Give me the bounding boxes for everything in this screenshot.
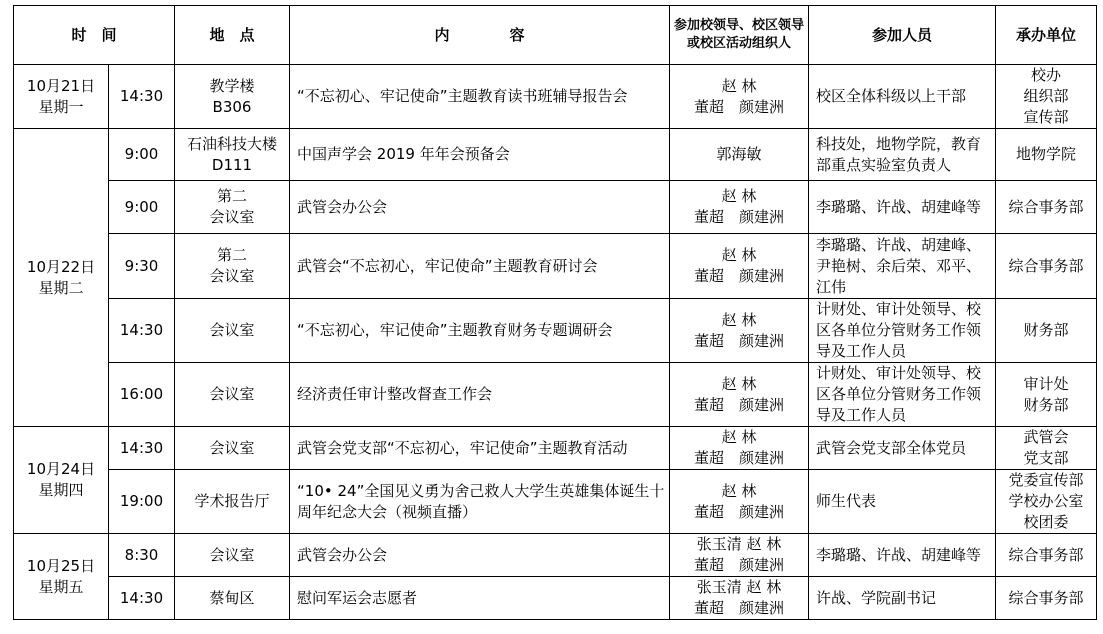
place-cell: 会议室 bbox=[175, 534, 290, 577]
date-cell: 10月24日 星期四 bbox=[14, 427, 109, 534]
time-cell: 19:00 bbox=[109, 470, 175, 534]
time-cell: 14:30 bbox=[109, 299, 175, 363]
header-time: 时 间 bbox=[14, 6, 175, 65]
content-cell: 武管会办公会 bbox=[290, 534, 670, 577]
participants-cell: 李璐璐、许战、胡建峰等 bbox=[809, 181, 996, 234]
organizer-cell: 武管会 党支部 bbox=[996, 427, 1097, 470]
organizer-cell: 财务部 bbox=[996, 299, 1097, 363]
content-cell: 经济责任审计整改督查工作会 bbox=[290, 363, 670, 427]
content-cell: 武管会党支部“不忘初心，牢记使命”主题教育活动 bbox=[290, 427, 670, 470]
participants-cell: 李璐璐、许战、胡建峰等 bbox=[809, 534, 996, 577]
table-row bbox=[14, 234, 1097, 299]
place-cell: 学术报告厅 bbox=[175, 470, 290, 534]
place-cell: 第二 会议室 bbox=[175, 181, 290, 234]
leaders-cell: 赵 林 董超 颜建洲 bbox=[670, 363, 809, 427]
participants-cell: 计财处、审计处领导、校区各单位分管财务工作领导及工作人员 bbox=[809, 299, 996, 363]
leaders-cell: 郭海敏 bbox=[670, 129, 809, 181]
table-row bbox=[14, 129, 1097, 181]
time-cell: 16:00 bbox=[109, 363, 175, 427]
leaders-cell: 赵 林 董超 颜建洲 bbox=[670, 181, 809, 234]
schedule-table bbox=[13, 5, 1097, 620]
table-row bbox=[14, 470, 1097, 534]
time-cell: 8:30 bbox=[109, 534, 175, 577]
participants-cell: 师生代表 bbox=[809, 470, 996, 534]
date-cell: 10月25日 星期五 bbox=[14, 534, 109, 620]
table-row bbox=[14, 534, 1097, 577]
organizer-cell: 地物学院 bbox=[996, 129, 1097, 181]
table-row bbox=[14, 299, 1097, 363]
leaders-cell: 赵 林 董超 颜建洲 bbox=[670, 234, 809, 299]
place-cell: 会议室 bbox=[175, 427, 290, 470]
place-cell: 会议室 bbox=[175, 363, 290, 427]
header-row bbox=[14, 6, 1097, 65]
place-cell: 石油科技大楼 D111 bbox=[175, 129, 290, 181]
participants-cell: 校区全体科级以上干部 bbox=[809, 65, 996, 129]
header-organizer: 承办单位 bbox=[996, 6, 1097, 65]
place-cell: 第二 会议室 bbox=[175, 234, 290, 299]
table-row bbox=[14, 65, 1097, 129]
schedule-wrapper bbox=[13, 5, 1097, 620]
place-cell: 教学楼 B306 bbox=[175, 65, 290, 129]
leaders-cell: 张玉清 赵 林 董超 颜建洲 bbox=[670, 577, 809, 620]
leaders-cell: 赵 林 董超 颜建洲 bbox=[670, 65, 809, 129]
content-cell: 武管会“不忘初心，牢记使命”主题教育研讨会 bbox=[290, 234, 670, 299]
content-cell: “不忘初心、牢记使命”主题教育读书班辅导报告会 bbox=[290, 65, 670, 129]
content-cell: 中国声学会 2019 年年会预备会 bbox=[290, 129, 670, 181]
leaders-cell: 赵 林 董超 颜建洲 bbox=[670, 427, 809, 470]
time-cell: 9:00 bbox=[109, 129, 175, 181]
date-cell: 10月21日 星期一 bbox=[14, 65, 109, 129]
content-cell: 武管会办公会 bbox=[290, 181, 670, 234]
header-participants: 参加人员 bbox=[809, 6, 996, 65]
leaders-cell: 赵 林 董超 颜建洲 bbox=[670, 299, 809, 363]
content-cell: “不忘初心，牢记使命”主题教育财务专题调研会 bbox=[290, 299, 670, 363]
place-cell: 蔡甸区 bbox=[175, 577, 290, 620]
time-cell: 9:30 bbox=[109, 234, 175, 299]
organizer-cell: 综合事务部 bbox=[996, 181, 1097, 234]
date-cell: 10月22日 星期二 bbox=[14, 129, 109, 427]
organizer-cell: 综合事务部 bbox=[996, 534, 1097, 577]
organizer-cell: 校办 组织部 宣传部 bbox=[996, 65, 1097, 129]
content-cell: 慰问军运会志愿者 bbox=[290, 577, 670, 620]
time-cell: 14:30 bbox=[109, 427, 175, 470]
organizer-cell: 审计处 财务部 bbox=[996, 363, 1097, 427]
time-cell: 14:30 bbox=[109, 65, 175, 129]
time-cell: 14:30 bbox=[109, 577, 175, 620]
leaders-cell: 张玉清 赵 林 董超 颜建洲 bbox=[670, 534, 809, 577]
table-row bbox=[14, 577, 1097, 620]
participants-cell: 许战、学院副书记 bbox=[809, 577, 996, 620]
header-leaders: 参加校领导、校区领导或校区活动组织人 bbox=[670, 6, 809, 65]
organizer-cell: 党委宣传部 学校办公室 校团委 bbox=[996, 470, 1097, 534]
leaders-cell: 赵 林 董超 颜建洲 bbox=[670, 470, 809, 534]
time-cell: 9:00 bbox=[109, 181, 175, 234]
place-cell: 会议室 bbox=[175, 299, 290, 363]
content-cell: “10• 24”全国见义勇为舍己救人大学生英雄集体诞生十周年纪念大会（视频直播） bbox=[290, 470, 670, 534]
participants-cell: 武管会党支部全体党员 bbox=[809, 427, 996, 470]
organizer-cell: 综合事务部 bbox=[996, 234, 1097, 299]
organizer-cell: 综合事务部 bbox=[996, 577, 1097, 620]
table-row bbox=[14, 363, 1097, 427]
header-content: 内 容 bbox=[290, 6, 670, 65]
table-row bbox=[14, 181, 1097, 234]
participants-cell: 计财处、审计处领导、校区各单位分管财务工作领导及工作人员 bbox=[809, 363, 996, 427]
table-row bbox=[14, 427, 1097, 470]
participants-cell: 科技处，地物学院，教育部重点实验室负责人 bbox=[809, 129, 996, 181]
header-place: 地 点 bbox=[175, 6, 290, 65]
participants-cell: 李璐璐、许战、胡建峰、尹艳树、余后荣、邓平、江伟 bbox=[809, 234, 996, 299]
